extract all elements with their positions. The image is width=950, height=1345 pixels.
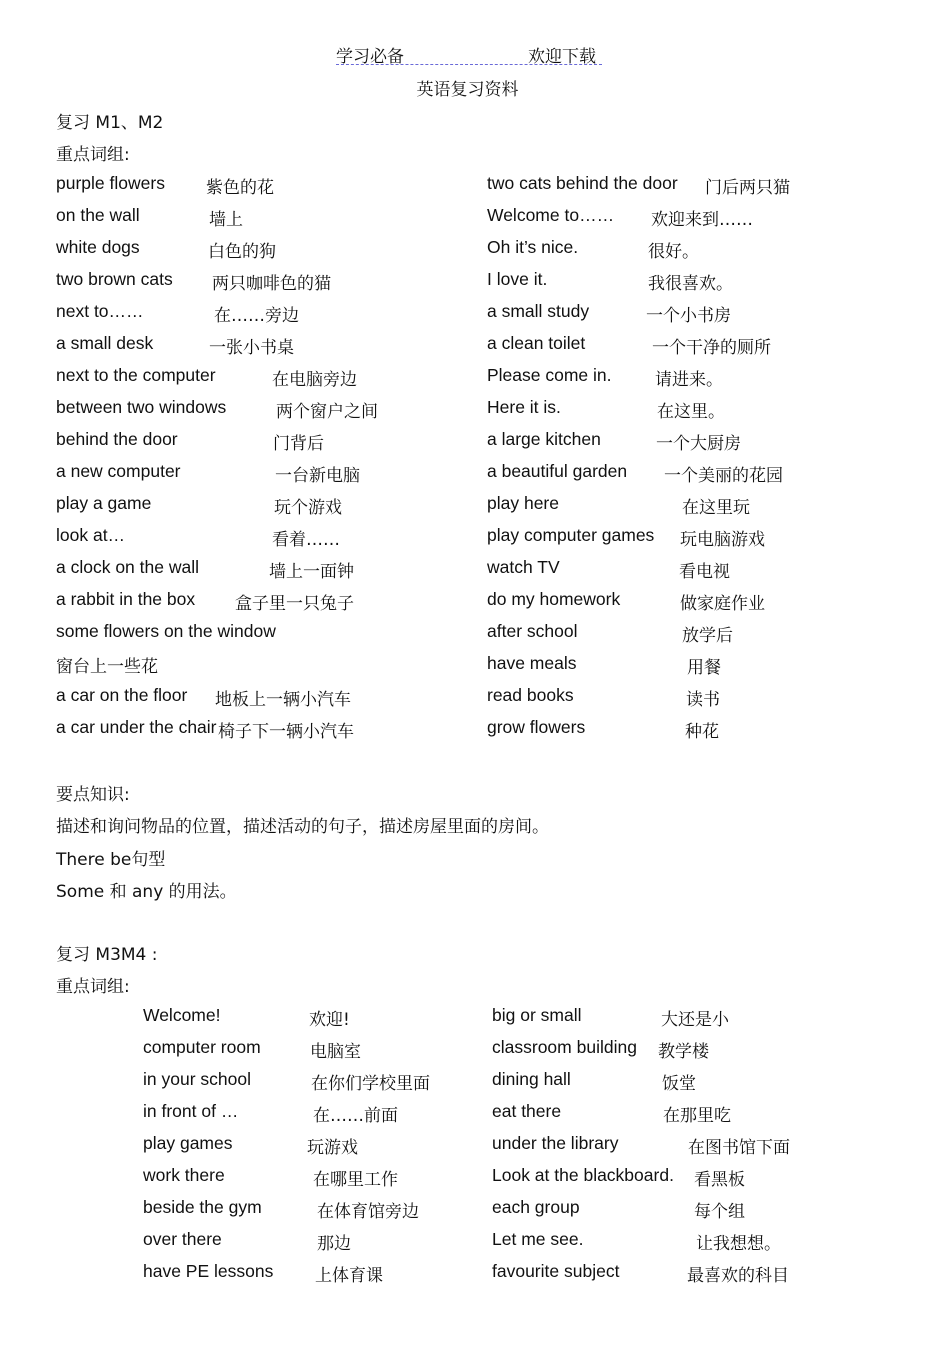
phrase-zh: 用餐 xyxy=(687,658,721,678)
phrase-en: I love it. xyxy=(487,269,548,289)
phrase-zh: 门后两只猫 xyxy=(705,178,790,198)
phrase-zh: 一个美丽的花园 xyxy=(664,466,783,486)
phrase-zh: 在那里吃 xyxy=(663,1106,731,1126)
phrase-zh: 看黑板 xyxy=(694,1170,745,1190)
phrase-zh: 白色的狗 xyxy=(208,242,276,262)
phrase-zh: 两只咖啡色的猫 xyxy=(212,274,331,294)
phrase-en: next to the computer xyxy=(56,365,216,385)
phrase-zh: 门背后 xyxy=(273,434,324,454)
section1-subheading: 重点词组: xyxy=(56,145,130,165)
phrase-en: a new computer xyxy=(56,461,181,481)
phrase-zh: 上体育课 xyxy=(315,1266,383,1286)
phrase-en: a rabbit in the box xyxy=(56,589,196,609)
section2-heading: 复习 M3M4 : xyxy=(56,945,158,965)
phrase-en: play computer games xyxy=(487,525,655,545)
phrase-zh: 饭堂 xyxy=(662,1074,696,1094)
phrase-en: a small desk xyxy=(56,333,154,353)
key-point: There be句型 xyxy=(56,850,166,870)
phrase-zh: 在电脑旁边 xyxy=(272,370,357,390)
phrase-zh: 让我想想。 xyxy=(696,1234,781,1254)
phrase-zh: 在你们学校里面 xyxy=(311,1074,430,1094)
phrase-en: big or small xyxy=(492,1005,582,1025)
phrase-en: eat there xyxy=(492,1101,562,1121)
phrase-en: next to…… xyxy=(56,301,144,321)
phrase-en: Please come in. xyxy=(487,365,612,385)
phrase-en: play a game xyxy=(56,493,152,513)
phrase-en: grow flowers xyxy=(487,717,586,737)
key-point: 描述和询问物品的位置，描述活动的句子，描述房屋里面的房间。 xyxy=(56,817,549,837)
page-header xyxy=(336,42,602,65)
key-points-heading: 要点知识: xyxy=(56,785,130,805)
phrase-en: computer room xyxy=(143,1037,261,1057)
phrase-zh: 玩游戏 xyxy=(307,1138,358,1158)
phrase-en: two brown cats xyxy=(56,269,173,289)
phrase-zh: 放学后 xyxy=(682,626,733,646)
phrase-en: read books xyxy=(487,685,574,705)
phrase-en: a clock on the wall xyxy=(56,557,199,577)
phrase-zh: 做家庭作业 xyxy=(680,594,765,614)
section2-subheading: 重点词组: xyxy=(56,977,130,997)
phrase-en: Oh it’s nice. xyxy=(487,237,579,257)
phrase-zh: 教学楼 xyxy=(658,1042,709,1062)
phrase-zh: 一张小书桌 xyxy=(209,338,294,358)
phrase-zh: 墙上 xyxy=(209,210,243,230)
phrase-zh: 读书 xyxy=(686,690,720,710)
phrase-zh: 盒子里一只兔子 xyxy=(235,594,354,614)
phrase-zh: 墙上一面钟 xyxy=(269,562,354,582)
phrase-en: between two windows xyxy=(56,397,227,417)
phrase-zh: 每个组 xyxy=(694,1202,745,1222)
phrase-en: some flowers on the window xyxy=(56,621,276,641)
phrase-en: work there xyxy=(143,1165,225,1185)
header-right-text: 欢迎下载 xyxy=(528,47,596,67)
phrase-en: watch TV xyxy=(487,557,560,577)
key-point: Some 和 any 的用法。 xyxy=(56,882,237,902)
phrase-zh: 在体育馆旁边 xyxy=(317,1202,419,1222)
phrase-zh: 玩个游戏 xyxy=(274,498,342,518)
phrase-zh: 电脑室 xyxy=(310,1042,361,1062)
phrase-en: behind the door xyxy=(56,429,178,449)
phrase-en: each group xyxy=(492,1197,580,1217)
phrase-en: over there xyxy=(143,1229,222,1249)
phrase-zh: 看电视 xyxy=(679,562,730,582)
phrase-en: favourite subject xyxy=(492,1261,620,1281)
phrase-en: a small study xyxy=(487,301,590,321)
phrase-en: Welcome to…… xyxy=(487,205,615,225)
phrase-zh: 在……前面 xyxy=(313,1106,398,1126)
phrase-zh: 椅子下一辆小汽车 xyxy=(218,722,354,742)
phrase-en: a clean toilet xyxy=(487,333,586,353)
phrase-en: in your school xyxy=(143,1069,251,1089)
phrase-en: a beautiful garden xyxy=(487,461,628,481)
phrase-en: play here xyxy=(487,493,559,513)
phrase-en: two cats behind the door xyxy=(487,173,678,193)
phrase-zh: 请进来。 xyxy=(655,370,723,390)
phrase-en: after school xyxy=(487,621,578,641)
phrase-en: beside the gym xyxy=(143,1197,262,1217)
phrase-zh: 在哪里工作 xyxy=(313,1170,398,1190)
phrase-zh: 一个小书房 xyxy=(646,306,731,326)
phrase-en: Look at the blackboard. xyxy=(492,1165,674,1185)
phrase-en: play games xyxy=(143,1133,233,1153)
phrase-zh: 两个窗户之间 xyxy=(276,402,378,422)
phrase-en: a car under the chair xyxy=(56,717,217,737)
phrase-zh: 紫色的花 xyxy=(206,178,274,198)
phrase-en: purple flowers xyxy=(56,173,165,193)
phrase-zh: 地板上一辆小汽车 xyxy=(215,690,351,710)
phrase-en: look at… xyxy=(56,525,126,545)
phrase-en: have meals xyxy=(487,653,577,673)
phrase-zh: 一个干净的厕所 xyxy=(652,338,771,358)
phrase-zh: 很好。 xyxy=(648,242,699,262)
phrase-zh: 种花 xyxy=(685,722,719,742)
phrase-en: Let me see. xyxy=(492,1229,584,1249)
phrase-zh: 我很喜欢。 xyxy=(648,274,733,294)
phrase-zh: 在……旁边 xyxy=(214,306,299,326)
phrase-en: dining hall xyxy=(492,1069,571,1089)
phrase-zh: 在图书馆下面 xyxy=(688,1138,790,1158)
phrase-en: white dogs xyxy=(56,237,140,257)
phrase-en: have PE lessons xyxy=(143,1261,274,1281)
phrase-zh: 欢迎来到…… xyxy=(651,210,753,230)
phrase-en: a large kitchen xyxy=(487,429,601,449)
phrase-zh: 玩电脑游戏 xyxy=(680,530,765,550)
phrase-zh: 一台新电脑 xyxy=(275,466,360,486)
phrase-zh: 看着…… xyxy=(272,530,340,550)
phrase-en: Here it is. xyxy=(487,397,561,417)
section1-heading: 复习 M1、M2 xyxy=(56,113,164,133)
phrase-zh: 大还是小 xyxy=(661,1010,729,1030)
phrase-en: classroom building xyxy=(492,1037,637,1057)
phrase-zh: 那边 xyxy=(317,1234,351,1254)
document-title: 英语复习资料 xyxy=(416,80,519,100)
phrase-en: do my homework xyxy=(487,589,621,609)
phrase-zh: 在这里玩 xyxy=(682,498,750,518)
header-left-text: 学习必备 xyxy=(336,47,404,67)
phrase-en: under the library xyxy=(492,1133,619,1153)
phrase-en: in front of … xyxy=(143,1101,239,1121)
phrase-en: a car on the floor xyxy=(56,685,188,705)
phrase-en: on the wall xyxy=(56,205,140,225)
phrase-zh: 窗台上一些花 xyxy=(56,657,158,677)
phrase-zh: 在这里。 xyxy=(657,402,725,422)
phrase-zh: 一个大厨房 xyxy=(656,434,741,454)
phrase-zh: 欢迎! xyxy=(309,1010,350,1030)
phrase-en: Welcome! xyxy=(143,1005,221,1025)
phrase-zh: 最喜欢的科目 xyxy=(687,1266,789,1286)
